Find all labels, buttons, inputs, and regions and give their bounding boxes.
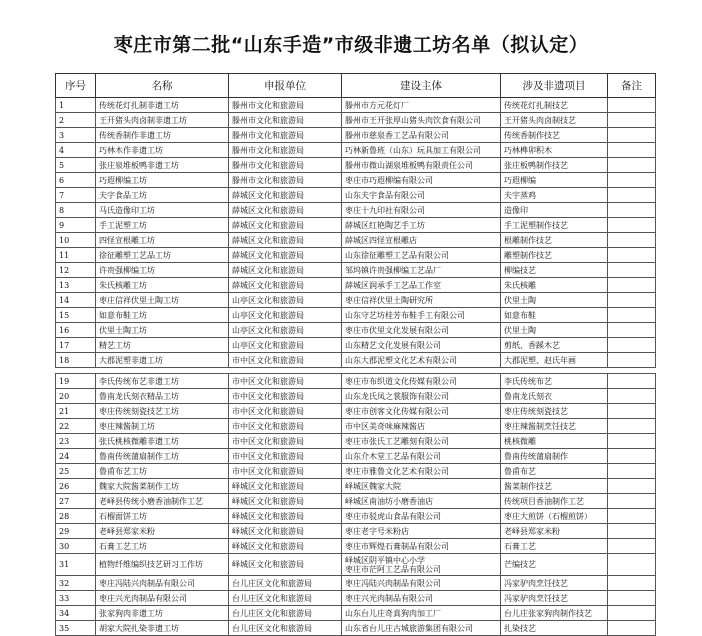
cell-index: 3 [56, 128, 96, 143]
header-applicant: 申报单位 [229, 74, 342, 98]
cell-applicant: 台儿庄区文化和旅游局 [229, 621, 342, 636]
cell-applicant: 市中区文化和旅游局 [229, 464, 342, 479]
cell-applicant: 薛城区文化和旅游局 [229, 188, 342, 203]
cell-name: 四怪宣根雕工坊 [96, 233, 229, 248]
table-row [56, 218, 656, 233]
cell-remarks [608, 248, 656, 263]
cell-heritage-project: 酱菜制作技艺 [501, 479, 608, 494]
cell-remarks [608, 173, 656, 188]
cell-remarks [608, 353, 656, 368]
cell-builder: 山东台儿庄奇真狗肉加工厂 [342, 606, 501, 621]
cell-remarks [608, 203, 656, 218]
cell-heritage-project: 冯家驴肉烹饪技艺 [501, 591, 608, 606]
table-header [56, 74, 656, 98]
cell-builder: 山东守艺坊桂芳布鞋手工有限公司 [342, 308, 501, 323]
cell-name: 枣庄辣酱制工坊 [96, 419, 229, 434]
cell-name: 朱氏核雕工坊 [96, 278, 229, 293]
cell-name: 植物纤维编织技艺研习工作坊 [96, 554, 229, 576]
cell-builder: 枣庄信祥伏里土陶研究所 [342, 293, 501, 308]
cell-builder: 山东介木堂工艺品有限公司 [342, 449, 501, 464]
cell-heritage-project: 夫宇蒸鸡 [501, 188, 608, 203]
cell-builder: 山东省台儿庄古城旅游集团有限公司 [342, 621, 501, 636]
cell-heritage-project: 传统花灯扎制技艺 [501, 98, 608, 113]
table-row [56, 323, 656, 338]
cell-builder: 枣庄老字号米粉店 [342, 524, 501, 539]
cell-remarks [608, 188, 656, 203]
cell-name: 石膏工艺工坊 [96, 539, 229, 554]
cell-applicant: 滕州市文化和旅游局 [229, 128, 342, 143]
cell-name: 老峄县传统小磨香油制作工艺 [96, 494, 229, 509]
cell-index: 30 [56, 539, 96, 554]
cell-index: 11 [56, 248, 96, 263]
table-row [56, 293, 656, 308]
header-remarks: 备注 [608, 74, 656, 98]
cell-applicant: 台儿庄区文化和旅游局 [229, 606, 342, 621]
cell-heritage-project: 雕塑制作技艺 [501, 248, 608, 263]
cell-applicant: 市中区文化和旅游局 [229, 353, 342, 368]
cell-heritage-project: 剪纸、香蹊木艺 [501, 338, 608, 353]
cell-index: 10 [56, 233, 96, 248]
table-row [56, 188, 656, 203]
table-row [56, 591, 656, 606]
cell-name: 魏家大院酱菜制作工坊 [96, 479, 229, 494]
cell-applicant: 滕州市文化和旅游局 [229, 113, 342, 128]
cell-name: 马氏造像印工坊 [96, 203, 229, 218]
cell-heritage-project: 如意布鞋 [501, 308, 608, 323]
cell-remarks [608, 606, 656, 621]
cell-index: 28 [56, 509, 96, 524]
cell-index: 29 [56, 524, 96, 539]
table-row [56, 449, 656, 464]
cell-heritage-project: 台儿庄张家狗肉制作技艺 [501, 606, 608, 621]
cell-heritage-project: 大郡泥塑、赵氏年画 [501, 353, 608, 368]
table-row [56, 98, 656, 113]
table-row [56, 338, 656, 353]
cell-heritage-project: 老峄县郑家米粉 [501, 524, 608, 539]
cell-remarks [608, 293, 656, 308]
cell-builder: 巧林新鲁班（山东）玩具加工有限公司 [342, 143, 501, 158]
cell-index: 2 [56, 113, 96, 128]
cell-index: 35 [56, 621, 96, 636]
cell-heritage-project: 枣庄辣酱制烹饪技艺 [501, 419, 608, 434]
cell-heritage-project: 朱氏核雕 [501, 278, 608, 293]
cell-index: 25 [56, 464, 96, 479]
cell-builder: 邹坞镇许贵强柳编工艺品厂 [342, 263, 501, 278]
cell-name: 传统花灯扎制非遗工坊 [96, 98, 229, 113]
table-row [56, 248, 656, 263]
cell-remarks [608, 494, 656, 509]
table-row [56, 353, 656, 368]
cell-applicant: 滕州市文化和旅游局 [229, 158, 342, 173]
cell-applicant: 峄城区文化和旅游局 [229, 494, 342, 509]
cell-index: 5 [56, 158, 96, 173]
cell-heritage-project: 巧遐柳编 [501, 173, 608, 188]
cell-builder: 峄城区阴平镇中心小学 枣庄市茫阿工艺品有限公司 [342, 554, 501, 576]
cell-remarks [608, 278, 656, 293]
cell-index: 17 [56, 338, 96, 353]
cell-builder: 薛城区润承手工艺品工作室 [342, 278, 501, 293]
cell-builder: 山东大郡泥塑文化艺术有限公司 [342, 353, 501, 368]
cell-index: 16 [56, 323, 96, 338]
cell-remarks [608, 158, 656, 173]
cell-remarks [608, 419, 656, 434]
cell-applicant: 薛城区文化和旅游局 [229, 248, 342, 263]
cell-builder: 山东夫宇食品有限公司 [342, 188, 501, 203]
document-title: 枣庄市第二批“山东手造”市级非遗工坊名单（拟认定） [113, 34, 589, 56]
table-row [56, 464, 656, 479]
cell-applicant: 峄城区文化和旅游局 [229, 509, 342, 524]
cell-applicant: 滕州市文化和旅游局 [229, 143, 342, 158]
cell-builder: 枣庄市辉煌石膏制品有限公司 [342, 539, 501, 554]
cell-applicant: 峄城区文化和旅游局 [229, 524, 342, 539]
cell-name: 枣庄冯陆兴肉制品有限公司 [96, 576, 229, 591]
cell-index: 24 [56, 449, 96, 464]
cell-heritage-project: 伏里土陶 [501, 323, 608, 338]
cell-applicant: 市中区文化和旅游局 [229, 419, 342, 434]
cell-name: 手工泥塑工坊 [96, 218, 229, 233]
cell-name: 王开猪头肉卤制非遗工坊 [96, 113, 229, 128]
cell-heritage-project: 枣庄大煎饼（石榴煎饼） [501, 509, 608, 524]
cell-name: 传统香制作非遗工坊 [96, 128, 229, 143]
cell-name: 鲁南传统蒲扇制作工坊 [96, 449, 229, 464]
cell-index: 26 [56, 479, 96, 494]
cell-remarks [608, 113, 656, 128]
cell-heritage-project: 李氏传统布艺 [501, 374, 608, 389]
cell-builder: 山东徐征雕塑工艺品有限公司 [342, 248, 501, 263]
cell-builder: 薛城区红艳陶艺手工坊 [342, 218, 501, 233]
cell-remarks [608, 323, 656, 338]
cell-remarks [608, 576, 656, 591]
cell-name: 张家狗肉非遗工坊 [96, 606, 229, 621]
cell-builder: 枣庄市驳虎山食品有限公司 [342, 509, 501, 524]
cell-index: 22 [56, 419, 96, 434]
table-row [56, 434, 656, 449]
cell-builder: 枣庄冯陆兴肉制品有限公司 [342, 576, 501, 591]
cell-applicant: 薛城区文化和旅游局 [229, 203, 342, 218]
cell-heritage-project: 鲁南传统蒲扇制作 [501, 449, 608, 464]
cell-name: 老峄县郑家米粉 [96, 524, 229, 539]
table-row [56, 554, 656, 576]
cell-remarks [608, 509, 656, 524]
table-row [56, 203, 656, 218]
cell-name: 许贵强柳编工坊 [96, 263, 229, 278]
cell-name: 李氏传统布艺非遗工坊 [96, 374, 229, 389]
cell-heritage-project: 张庄板鸭制作技艺 [501, 158, 608, 173]
cell-remarks [608, 233, 656, 248]
heritage-workshop-table [55, 73, 656, 636]
table-row [56, 539, 656, 554]
table-row [56, 389, 656, 404]
cell-heritage-project: 柳编技艺 [501, 263, 608, 278]
cell-applicant: 山亭区文化和旅游局 [229, 308, 342, 323]
cell-index: 12 [56, 263, 96, 278]
header-heritage-project: 涉及非遗项目 [501, 74, 608, 98]
cell-builder: 山东精艺文化发展有限公司 [342, 338, 501, 353]
cell-index: 8 [56, 203, 96, 218]
cell-applicant: 市中区文化和旅游局 [229, 389, 342, 404]
cell-applicant: 市中区文化和旅游局 [229, 434, 342, 449]
table-row [56, 308, 656, 323]
cell-remarks [608, 539, 656, 554]
cell-index: 33 [56, 591, 96, 606]
cell-applicant: 峄城区文化和旅游局 [229, 539, 342, 554]
cell-applicant: 台儿庄区文化和旅游局 [229, 576, 342, 591]
cell-remarks [608, 479, 656, 494]
cell-builder: 枣庄市巧遐柳编有限公司 [342, 173, 501, 188]
table-row [56, 419, 656, 434]
cell-name: 精艺工坊 [96, 338, 229, 353]
cell-index: 6 [56, 173, 96, 188]
header-row [56, 74, 656, 98]
cell-index: 34 [56, 606, 96, 621]
cell-builder: 枣庄十九印社有限公司 [342, 203, 501, 218]
cell-name: 张氏桃核微雕非遗工坊 [96, 434, 229, 449]
cell-name: 鲁南龙氏刻衣精品工坊 [96, 389, 229, 404]
cell-remarks [608, 404, 656, 419]
cell-remarks [608, 308, 656, 323]
cell-remarks [608, 263, 656, 278]
cell-builder: 薛城区四怪宣根雕店 [342, 233, 501, 248]
cell-builder: 市中区美奇味麻辣酱店 [342, 419, 501, 434]
cell-name: 巧遐柳编工坊 [96, 173, 229, 188]
cell-builder: 枣庄市伏里文化发展有限公司 [342, 323, 501, 338]
cell-remarks [608, 464, 656, 479]
table-row [56, 606, 656, 621]
table-body-group-2 [56, 374, 656, 636]
cell-heritage-project: 枣庄传统刻瓷技艺 [501, 404, 608, 419]
cell-index: 15 [56, 308, 96, 323]
cell-heritage-project: 造像印 [501, 203, 608, 218]
cell-name: 徐征雕塑工艺品工坊 [96, 248, 229, 263]
cell-builder: 枣庄市创客文化传媒有限公司 [342, 404, 501, 419]
cell-index: 23 [56, 434, 96, 449]
cell-remarks [608, 554, 656, 576]
cell-applicant: 山亭区文化和旅游局 [229, 293, 342, 308]
cell-builder: 滕州市方元花灯厂 [342, 98, 501, 113]
table-row [56, 278, 656, 293]
cell-applicant: 市中区文化和旅游局 [229, 404, 342, 419]
cell-heritage-project: 手工泥塑制作技艺 [501, 218, 608, 233]
cell-heritage-project: 传统项目香油制作工艺 [501, 494, 608, 509]
table-row [56, 524, 656, 539]
cell-index: 27 [56, 494, 96, 509]
cell-builder: 滕州市王开张厚山猪头肉饮食有限公司 [342, 113, 501, 128]
table-row [56, 404, 656, 419]
cell-heritage-project: 石膏工艺 [501, 539, 608, 554]
cell-name: 鲁甫布艺工坊 [96, 464, 229, 479]
cell-applicant: 台儿庄区文化和旅游局 [229, 591, 342, 606]
table-row [56, 128, 656, 143]
cell-index: 20 [56, 389, 96, 404]
cell-index: 18 [56, 353, 96, 368]
header-builder: 建设主体 [342, 74, 501, 98]
table-row [56, 479, 656, 494]
cell-builder: 枣庄市张氏工艺雕刻有限公司 [342, 434, 501, 449]
cell-heritage-project: 传统香制作技艺 [501, 128, 608, 143]
cell-heritage-project: 芒编技艺 [501, 554, 608, 576]
cell-remarks [608, 449, 656, 464]
cell-index: 32 [56, 576, 96, 591]
cell-remarks [608, 524, 656, 539]
cell-name: 张庄泉堆板鸭非遗工坊 [96, 158, 229, 173]
cell-index: 1 [56, 98, 96, 113]
cell-heritage-project: 桃核微雕 [501, 434, 608, 449]
cell-remarks [608, 374, 656, 389]
cell-index: 9 [56, 218, 96, 233]
cell-heritage-project: 鲁南龙氏刻衣 [501, 389, 608, 404]
table-row [56, 143, 656, 158]
cell-applicant: 山亭区文化和旅游局 [229, 338, 342, 353]
cell-heritage-project: 鲁甫布艺 [501, 464, 608, 479]
cell-name: 夫字食品工坊 [96, 188, 229, 203]
cell-name: 枣庄传统刻瓷技艺工坊 [96, 404, 229, 419]
table-row [56, 374, 656, 389]
cell-applicant: 薛城区文化和旅游局 [229, 278, 342, 293]
cell-applicant: 市中区文化和旅游局 [229, 449, 342, 464]
cell-name: 枣庄兴光肉制品有限公司 [96, 591, 229, 606]
table-row [56, 233, 656, 248]
cell-builder: 枣庄市雅鲁文化艺术有限公司 [342, 464, 501, 479]
cell-remarks [608, 389, 656, 404]
table-row [56, 509, 656, 524]
cell-remarks [608, 98, 656, 113]
cell-index: 13 [56, 278, 96, 293]
cell-builder: 枣庄兴光肉制品有限公司 [342, 591, 501, 606]
cell-remarks [608, 128, 656, 143]
cell-name: 大郡泥塑非遗工坊 [96, 353, 229, 368]
cell-applicant: 滕州市文化和旅游局 [229, 98, 342, 113]
table-row [56, 576, 656, 591]
cell-index: 14 [56, 293, 96, 308]
cell-heritage-project: 根雕制作技艺 [501, 233, 608, 248]
table-body-group-1 [56, 98, 656, 368]
cell-heritage-project: 王开猪头肉卤制技艺 [501, 113, 608, 128]
cell-builder: 滕州市微山湖泉堆板鸭有限责任公司 [342, 158, 501, 173]
cell-applicant: 峄城区文化和旅游局 [229, 554, 342, 576]
cell-name: 巧林木作非遗工坊 [96, 143, 229, 158]
table-row [56, 173, 656, 188]
cell-builder: 峄城区南油坊小磨香油店 [342, 494, 501, 509]
cell-heritage-project: 扎染技艺 [501, 621, 608, 636]
cell-name: 枣庄信祥伏里土陶工坊 [96, 293, 229, 308]
cell-builder: 山东龙氏凤之裳服饰有限公司 [342, 389, 501, 404]
header-index: 序号 [56, 74, 96, 98]
cell-index: 4 [56, 143, 96, 158]
header-name: 名称 [96, 74, 229, 98]
cell-name: 伏里土陶工坊 [96, 323, 229, 338]
table-row [56, 113, 656, 128]
cell-remarks [608, 338, 656, 353]
cell-name: 胡家大院扎染非遗工坊 [96, 621, 229, 636]
cell-index: 21 [56, 404, 96, 419]
cell-name: 石榴面饼工坊 [96, 509, 229, 524]
cell-applicant: 薛城区文化和旅游局 [229, 263, 342, 278]
cell-remarks [608, 143, 656, 158]
cell-builder: 滕州市慈泉香工艺品有限公司 [342, 128, 501, 143]
table-row [56, 158, 656, 173]
cell-remarks [608, 434, 656, 449]
cell-heritage-project: 巧林榫卯积木 [501, 143, 608, 158]
cell-applicant: 薛城区文化和旅游局 [229, 233, 342, 248]
cell-name: 如意布鞋工坊 [96, 308, 229, 323]
cell-remarks [608, 218, 656, 233]
table-row [56, 494, 656, 509]
cell-remarks [608, 591, 656, 606]
cell-builder: 枣庄市布织道文化传媒有限公司 [342, 374, 501, 389]
cell-index: 7 [56, 188, 96, 203]
cell-index: 19 [56, 374, 96, 389]
cell-applicant: 滕州市文化和旅游局 [229, 173, 342, 188]
cell-applicant: 市中区文化和旅游局 [229, 374, 342, 389]
cell-heritage-project: 冯家驴肉烹饪技艺 [501, 576, 608, 591]
cell-applicant: 薛城区文化和旅游局 [229, 218, 342, 233]
cell-index: 31 [56, 554, 96, 576]
cell-applicant: 峄城区文化和旅游局 [229, 479, 342, 494]
cell-applicant: 山亭区文化和旅游局 [229, 323, 342, 338]
table-row [56, 263, 656, 278]
cell-builder: 峄城区魏家大院 [342, 479, 501, 494]
cell-heritage-project: 伏里土陶 [501, 293, 608, 308]
